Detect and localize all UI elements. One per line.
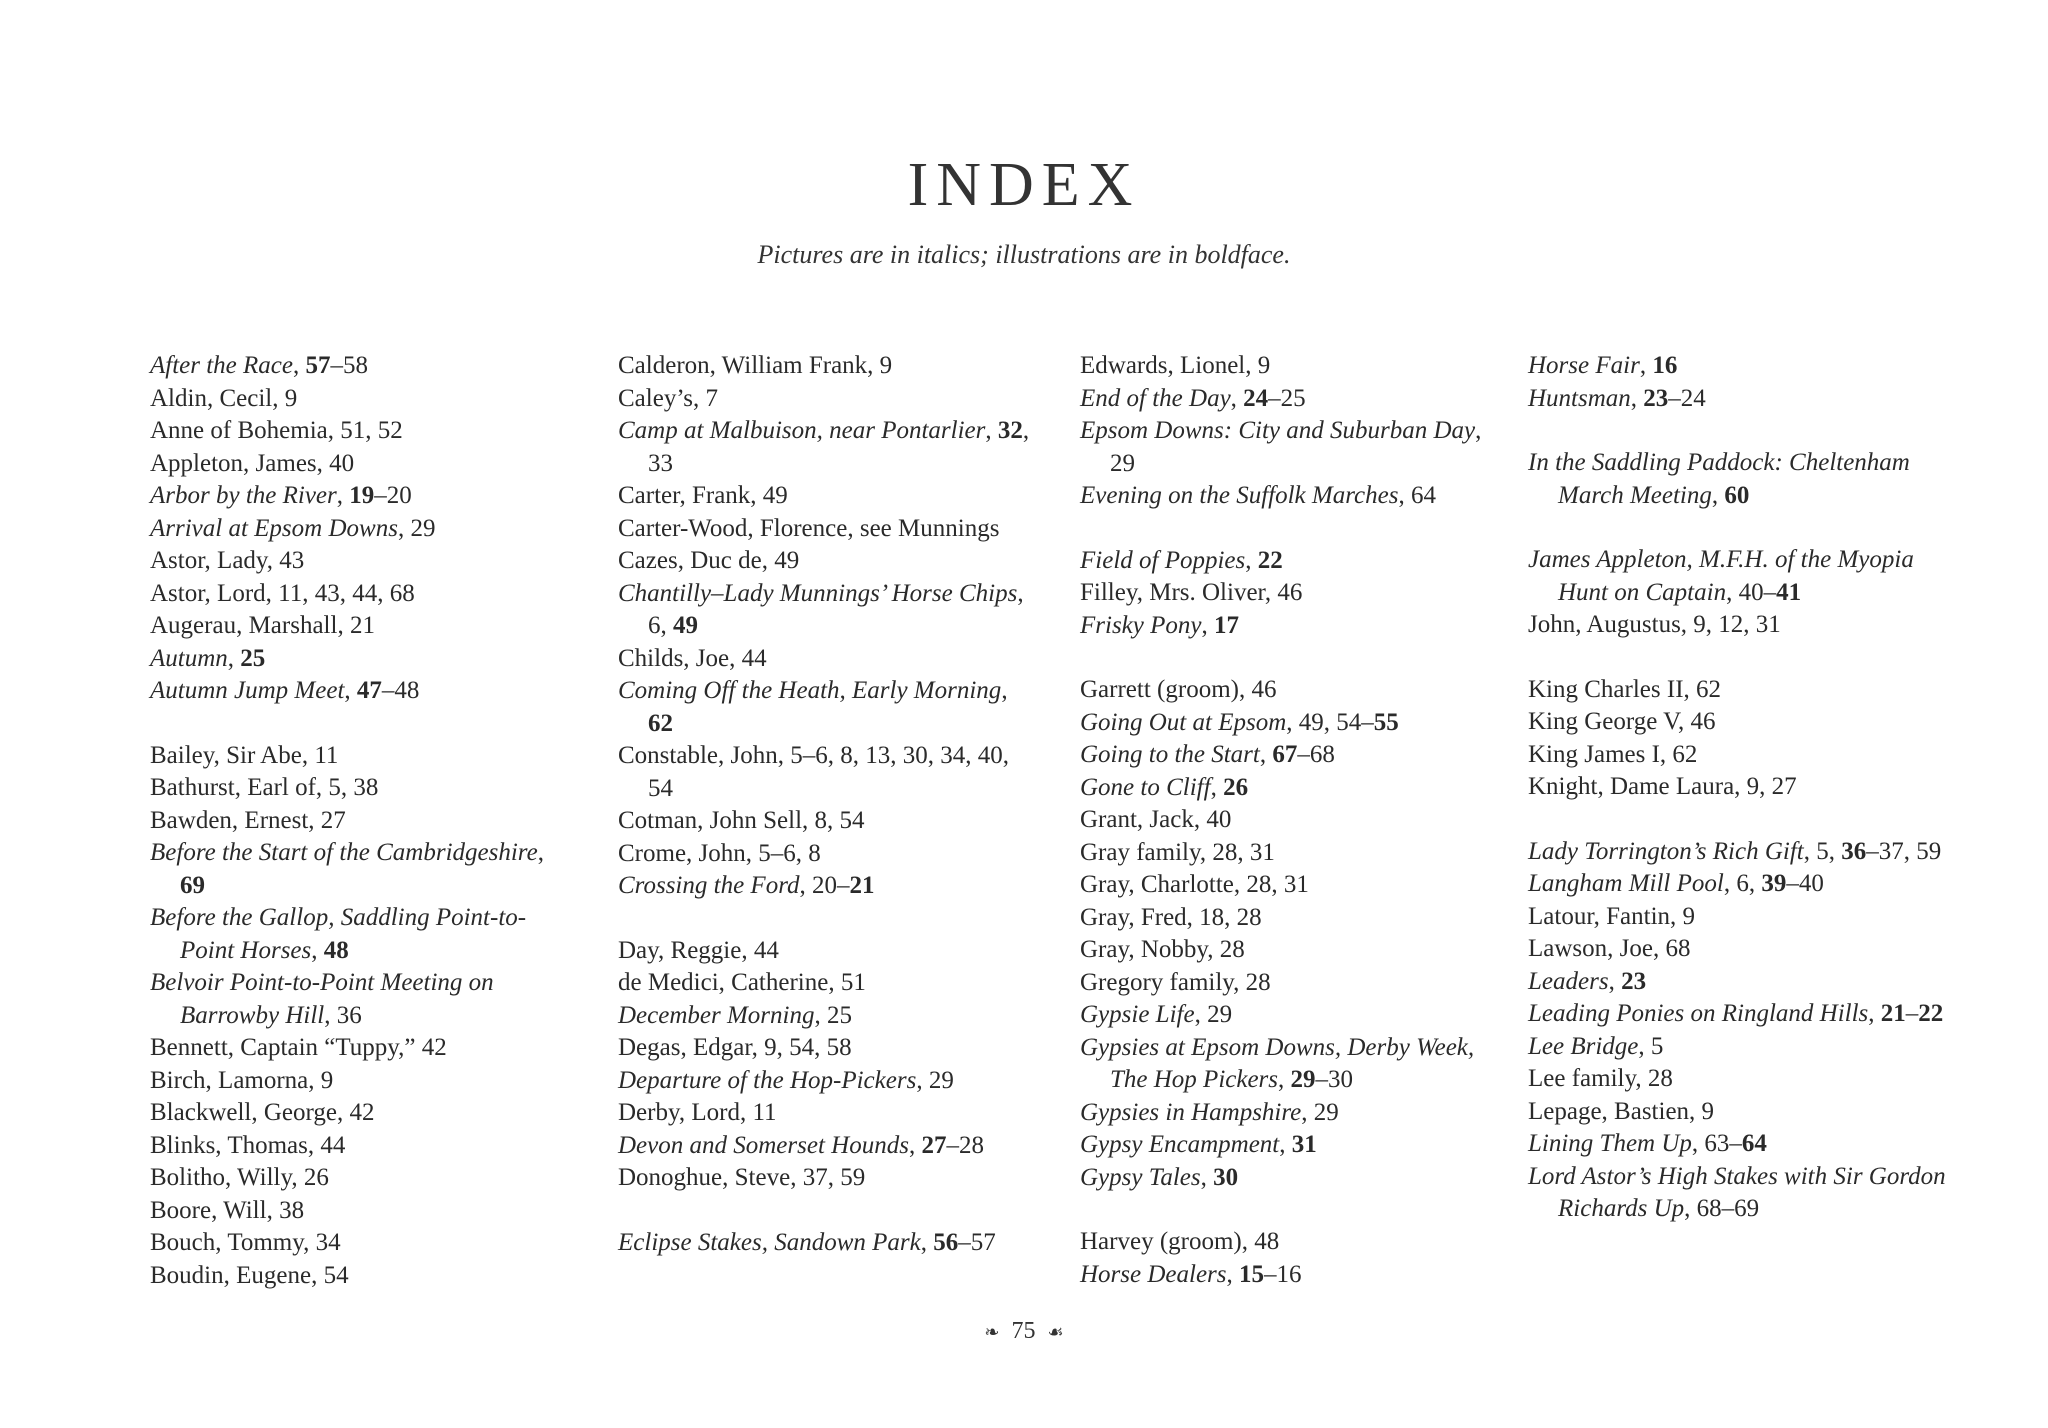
picture-title: Horse Fair bbox=[1528, 352, 1640, 379]
entry-text: Gray family, 28, 31 bbox=[1080, 838, 1275, 866]
index-entry bbox=[1528, 1128, 1948, 1161]
illustration-page: 41 bbox=[1776, 578, 1802, 606]
entry-text: , bbox=[920, 1228, 934, 1256]
entry-text: , 40– bbox=[1726, 578, 1777, 606]
entry-text: , bbox=[1279, 1131, 1292, 1158]
entry-text: , bbox=[1210, 773, 1224, 801]
illustration-page: 57 bbox=[305, 352, 331, 379]
picture-title: James Appleton, M.F.H. of the Myopia Hunt on Captain bbox=[1528, 546, 1914, 606]
illustration-page: 16 bbox=[1652, 352, 1678, 379]
index-entry bbox=[150, 1097, 570, 1130]
entry-text: Knight, Dame Laura, 9, 27 bbox=[1528, 773, 1797, 800]
entry-text: , 29 bbox=[916, 1066, 954, 1094]
entry-text: Caley’s, 7 bbox=[618, 384, 718, 412]
entry-text: –25 bbox=[1268, 384, 1306, 412]
index-entry bbox=[1528, 1096, 1948, 1129]
index-entry bbox=[1528, 350, 1948, 383]
entry-text: Boudin, Eugene, 54 bbox=[150, 1261, 349, 1289]
picture-title: Evening on the Suffolk Marches bbox=[1080, 482, 1399, 509]
entry-text: – bbox=[1905, 1000, 1919, 1027]
index-entry bbox=[1080, 577, 1500, 610]
index-entry bbox=[618, 838, 1038, 871]
entry-text: –68 bbox=[1297, 741, 1335, 768]
entry-text: Edwards, Lionel, 9 bbox=[1080, 352, 1271, 379]
picture-title: End of the Day bbox=[1080, 384, 1231, 412]
index-entry bbox=[1528, 383, 1948, 416]
index-entry bbox=[150, 902, 570, 967]
entry-text: –57 bbox=[958, 1228, 996, 1256]
entry-text: Bailey, Sir Abe, 11 bbox=[150, 741, 339, 769]
index-entry bbox=[1080, 1259, 1500, 1292]
picture-title: Lee Bridge bbox=[1528, 1032, 1639, 1060]
index-entry bbox=[150, 578, 570, 611]
entry-text: , bbox=[1245, 546, 1258, 574]
entry-text: , 29 bbox=[1110, 417, 1482, 477]
index-entry bbox=[618, 740, 1038, 805]
entry-text: Calderon, William Frank, 9 bbox=[618, 352, 893, 379]
entry-text: , 33 bbox=[648, 417, 1030, 477]
entry-text: Cotman, John Sell, 8, 54 bbox=[618, 807, 865, 834]
entry-text: Harvey (groom), 48 bbox=[1080, 1228, 1280, 1255]
picture-title: Gone to Cliff bbox=[1080, 773, 1211, 801]
illustration-page: 29 bbox=[1290, 1066, 1316, 1093]
index-entry bbox=[1080, 1032, 1500, 1097]
index-entry bbox=[618, 805, 1038, 838]
entry-text: –37, 59 bbox=[1866, 837, 1942, 865]
illustration-page: 48 bbox=[323, 936, 349, 964]
entry-text: , bbox=[1639, 352, 1653, 379]
entry-text: , 29 bbox=[1301, 1098, 1339, 1126]
entry-text: de Medici, Catherine, 51 bbox=[618, 969, 866, 996]
entry-text: Lee family, 28 bbox=[1528, 1065, 1673, 1092]
entry-text: King James I, 62 bbox=[1528, 740, 1698, 768]
illustration-page: 36 bbox=[1841, 837, 1867, 865]
entry-text: Crome, John, 5–6, 8 bbox=[618, 839, 821, 867]
entry-text: Bennett, Captain “Tuppy,” 42 bbox=[150, 1034, 447, 1061]
entry-text: , bbox=[1001, 677, 1008, 704]
index-entry bbox=[618, 1097, 1038, 1130]
entry-text: , bbox=[1608, 967, 1622, 995]
entry-text: , 6, bbox=[1723, 870, 1762, 897]
index-entry bbox=[150, 1227, 570, 1260]
entry-text: –24 bbox=[1668, 384, 1706, 412]
index-entry bbox=[1080, 739, 1500, 772]
picture-title: Field of Poppies bbox=[1080, 546, 1246, 574]
index-legend: Pictures are in italics; illustrations are in boldface. bbox=[757, 240, 1291, 269]
picture-title: Coming Off the Heath, Early Morning bbox=[618, 677, 1002, 704]
index-entry bbox=[1080, 350, 1500, 383]
entry-text: , bbox=[537, 839, 544, 866]
index-entry bbox=[1528, 966, 1948, 999]
picture-title: Crossing the Ford bbox=[618, 872, 800, 899]
index-entry bbox=[618, 513, 1038, 546]
index-entry bbox=[1080, 1226, 1500, 1259]
index-entry bbox=[150, 772, 570, 805]
entry-text: –40 bbox=[1786, 870, 1824, 897]
index-entry bbox=[1080, 1097, 1500, 1130]
index-entry bbox=[618, 967, 1038, 1000]
entry-text: John, Augustus, 9, 12, 31 bbox=[1528, 611, 1781, 638]
entry-text: , bbox=[1278, 1066, 1291, 1093]
index-entry bbox=[1080, 902, 1500, 935]
entry-text: King Charles II, 62 bbox=[1528, 675, 1722, 703]
index-entry bbox=[618, 1032, 1038, 1065]
entry-text: Degas, Edgar, 9, 54, 58 bbox=[618, 1034, 852, 1061]
picture-title: Gypsie Life bbox=[1080, 1001, 1195, 1028]
picture-title: Leading Ponies on Ringland Hills bbox=[1528, 1000, 1869, 1027]
index-entry bbox=[1080, 967, 1500, 1000]
illustration-page: 67 bbox=[1272, 741, 1298, 768]
picture-title: Going Out at Epsom bbox=[1080, 708, 1287, 736]
entry-text: , 64 bbox=[1398, 482, 1436, 509]
index-entry bbox=[150, 1195, 570, 1228]
entry-text: Constable, John, 5–6, 8, 13, 30, 34, 40, 54 bbox=[618, 742, 1009, 802]
index-entry bbox=[618, 935, 1038, 968]
entry-text: , bbox=[985, 417, 998, 444]
index-column-2 bbox=[618, 350, 1038, 1259]
index-entry bbox=[1080, 1129, 1500, 1162]
illustration-page: 31 bbox=[1291, 1131, 1317, 1158]
index-entry bbox=[1528, 1161, 1948, 1226]
index-entry bbox=[618, 545, 1038, 578]
entry-text: Derby, Lord, 11 bbox=[618, 1099, 777, 1126]
index-entry bbox=[618, 1227, 1038, 1260]
entry-text: Birch, Lamorna, 9 bbox=[150, 1066, 334, 1094]
picture-title: Before the Start of the Cambridgeshire bbox=[150, 839, 538, 866]
page-folio bbox=[0, 1318, 2048, 1345]
entry-text: Blinks, Thomas, 44 bbox=[150, 1131, 346, 1159]
index-entry bbox=[1528, 544, 1948, 609]
entry-text: Appleton, James, 40 bbox=[150, 449, 355, 477]
entry-text: Boore, Will, 38 bbox=[150, 1196, 305, 1224]
illustration-page: 47 bbox=[356, 677, 382, 704]
index-entry bbox=[618, 415, 1038, 480]
picture-title: Gypsies in Hampshire bbox=[1080, 1098, 1302, 1126]
index-entry bbox=[1080, 415, 1500, 480]
index-entry bbox=[150, 610, 570, 643]
index-entry bbox=[150, 1130, 570, 1163]
picture-title: December Morning bbox=[618, 1001, 815, 1029]
illustration-page: 23 bbox=[1643, 384, 1669, 412]
picture-title: Devon and Somerset Hounds bbox=[618, 1131, 909, 1159]
picture-title: Camp at Malbuison, near Pontarlier bbox=[618, 417, 986, 444]
index-entry bbox=[150, 545, 570, 578]
entry-text: , bbox=[293, 352, 306, 379]
entry-text: , 25 bbox=[814, 1001, 852, 1029]
picture-title: Lady Torrington’s Rich Gift bbox=[1528, 837, 1804, 865]
index-entry bbox=[618, 1065, 1038, 1098]
entry-text: Bouch, Tommy, 34 bbox=[150, 1229, 341, 1256]
entry-text: Gray, Nobby, 28 bbox=[1080, 936, 1245, 963]
index-entry bbox=[618, 1162, 1038, 1195]
index-entry bbox=[618, 675, 1038, 740]
index-entry bbox=[150, 1162, 570, 1195]
entry-text: King George V, 46 bbox=[1528, 708, 1716, 735]
entry-text: , bbox=[1200, 1163, 1214, 1191]
index-entry bbox=[150, 740, 570, 773]
index-entry bbox=[1528, 447, 1948, 512]
picture-title: Lord Astor’s High Stakes with Sir Gordon Richards Up bbox=[1528, 1162, 1946, 1222]
illustration-page: 27 bbox=[921, 1131, 947, 1159]
entry-text: , 29 bbox=[397, 514, 436, 542]
index-entry bbox=[1528, 1063, 1948, 1096]
index-entry bbox=[1528, 868, 1948, 901]
entry-text: Day, Reggie, 44 bbox=[618, 936, 779, 964]
illustration-page: 22 bbox=[1918, 1000, 1944, 1027]
left-ornament-icon: ❧ bbox=[984, 1322, 1000, 1342]
index-entry bbox=[150, 383, 570, 416]
entry-text: Carter-Wood, Florence, see Munnings bbox=[618, 514, 1000, 542]
entry-text: , bbox=[1711, 481, 1725, 509]
picture-title: Lining Them Up bbox=[1528, 1130, 1692, 1157]
index-entry bbox=[150, 805, 570, 838]
right-ornament-icon: ☙ bbox=[1047, 1322, 1064, 1342]
entry-text: , 5, bbox=[1803, 837, 1842, 865]
entry-text: , 36 bbox=[324, 1001, 362, 1029]
entry-text: Lepage, Bastien, 9 bbox=[1528, 1097, 1715, 1125]
index-entry bbox=[150, 480, 570, 513]
index-entry bbox=[150, 350, 570, 383]
index-entry bbox=[1080, 545, 1500, 578]
illustration-page: 39 bbox=[1761, 870, 1787, 897]
page-number: 75 bbox=[1011, 1318, 1036, 1344]
picture-title: Autumn Jump Meet bbox=[150, 677, 345, 704]
index-entry bbox=[618, 480, 1038, 513]
picture-title: Gypsy Encampment bbox=[1080, 1131, 1280, 1158]
entry-text: Anne of Bohemia, 51, 52 bbox=[150, 417, 403, 444]
picture-title: Autumn bbox=[150, 644, 228, 672]
index-entry bbox=[150, 967, 570, 1032]
illustration-page: 55 bbox=[1373, 708, 1399, 736]
illustration-page: 23 bbox=[1621, 967, 1647, 995]
illustration-page: 25 bbox=[240, 644, 266, 672]
picture-title: Langham Mill Pool bbox=[1528, 870, 1724, 897]
entry-text: Childs, Joe, 44 bbox=[618, 644, 767, 672]
entry-text: –30 bbox=[1315, 1066, 1354, 1093]
index-entry bbox=[150, 837, 570, 902]
index-entry bbox=[1528, 706, 1948, 739]
index-entry bbox=[1080, 707, 1500, 740]
entry-text: Bathurst, Earl of, 5, 38 bbox=[150, 774, 379, 801]
entry-text: Astor, Lady, 43 bbox=[150, 547, 305, 574]
entry-text: , 68–69 bbox=[1684, 1195, 1760, 1222]
illustration-page: 60 bbox=[1724, 481, 1750, 509]
entry-text: , bbox=[344, 677, 357, 704]
entry-text: Aldin, Cecil, 9 bbox=[150, 384, 298, 412]
index-entry bbox=[1080, 999, 1500, 1032]
illustration-page: 64 bbox=[1741, 1130, 1767, 1157]
entry-text: , 29 bbox=[1194, 1001, 1233, 1028]
illustration-page: 26 bbox=[1223, 773, 1249, 801]
index-entry bbox=[150, 1065, 570, 1098]
entry-text: Gregory family, 28 bbox=[1080, 968, 1271, 996]
picture-title: Epsom Downs: City and Suburban Day bbox=[1080, 417, 1476, 444]
entry-text: , 5 bbox=[1638, 1032, 1664, 1060]
entry-text: , bbox=[1630, 384, 1644, 412]
entry-text: , 63– bbox=[1691, 1130, 1742, 1157]
index-entry bbox=[1528, 674, 1948, 707]
illustration-page: 17 bbox=[1213, 611, 1239, 639]
index-entry bbox=[1528, 609, 1948, 642]
entry-text: –16 bbox=[1264, 1260, 1302, 1288]
entry-text: , bbox=[1868, 1000, 1881, 1027]
picture-title: Arbor by the River bbox=[150, 482, 337, 509]
entry-text: Carter, Frank, 49 bbox=[618, 482, 788, 509]
entry-text: , 20– bbox=[799, 872, 850, 899]
index-entry bbox=[1528, 771, 1948, 804]
index-entry bbox=[150, 448, 570, 481]
picture-title: Leaders bbox=[1528, 967, 1609, 995]
entry-text: –28 bbox=[946, 1131, 984, 1159]
entry-text: Grant, Jack, 40 bbox=[1080, 806, 1232, 833]
index-entry bbox=[1080, 934, 1500, 967]
illustration-page: 15 bbox=[1239, 1260, 1265, 1288]
entry-text: Bolitho, Willy, 26 bbox=[150, 1164, 329, 1191]
index-entry bbox=[150, 513, 570, 546]
index-entry bbox=[618, 1000, 1038, 1033]
index-entry bbox=[1080, 837, 1500, 870]
picture-title: Horse Dealers bbox=[1080, 1260, 1227, 1288]
entry-text: , 49, 54– bbox=[1286, 708, 1374, 736]
index-column-1 bbox=[150, 350, 570, 1292]
illustration-page: 24 bbox=[1243, 384, 1269, 412]
picture-title: Arrival at Epsom Downs bbox=[150, 514, 398, 542]
index-entry bbox=[150, 675, 570, 708]
index-entry bbox=[618, 643, 1038, 676]
entry-text: Donoghue, Steve, 37, 59 bbox=[618, 1164, 866, 1191]
entry-text: Lawson, Joe, 68 bbox=[1528, 935, 1691, 962]
index-entry bbox=[1080, 383, 1500, 416]
entry-text: , bbox=[1230, 384, 1244, 412]
index-entry bbox=[1528, 739, 1948, 772]
index-entry bbox=[1080, 804, 1500, 837]
index-entry bbox=[618, 350, 1038, 383]
entry-text: , 6, bbox=[648, 579, 1024, 639]
entry-text: Garrett (groom), 46 bbox=[1080, 676, 1277, 703]
picture-title: Eclipse Stakes, Sandown Park bbox=[618, 1228, 921, 1256]
picture-title: After the Race bbox=[150, 352, 293, 379]
illustration-page: 21 bbox=[1880, 1000, 1906, 1027]
entry-text: Filley, Mrs. Oliver, 46 bbox=[1080, 579, 1303, 606]
picture-title: Belvoir Point-to-Point Meeting on Barrowby Hill bbox=[150, 969, 494, 1029]
index-entry bbox=[618, 383, 1038, 416]
illustration-page: 32 bbox=[997, 417, 1023, 444]
illustration-page: 62 bbox=[648, 709, 673, 737]
index-entry bbox=[1528, 836, 1948, 869]
index-entry bbox=[1528, 933, 1948, 966]
index-entry bbox=[1080, 1162, 1500, 1195]
entry-text: Gray, Fred, 18, 28 bbox=[1080, 903, 1262, 931]
entry-text: –48 bbox=[381, 677, 420, 704]
entry-text: , bbox=[908, 1131, 922, 1159]
index-entry bbox=[150, 1260, 570, 1293]
entry-text: , bbox=[1226, 1260, 1240, 1288]
picture-title: Gypsy Tales bbox=[1080, 1163, 1201, 1191]
index-entry bbox=[618, 1130, 1038, 1163]
index-entry bbox=[150, 415, 570, 448]
illustration-page: 69 bbox=[180, 871, 205, 899]
index-entry bbox=[618, 578, 1038, 643]
entry-text: Bawden, Ernest, 27 bbox=[150, 806, 346, 834]
entry-text: Blackwell, George, 42 bbox=[150, 1099, 375, 1126]
index-column-4 bbox=[1528, 350, 1948, 1226]
index-entry bbox=[1080, 772, 1500, 805]
picture-title: Frisky Pony bbox=[1080, 611, 1202, 639]
index-entry bbox=[1080, 480, 1500, 513]
index-entry bbox=[1080, 674, 1500, 707]
index-entry bbox=[1080, 610, 1500, 643]
index-column-3 bbox=[1080, 350, 1500, 1291]
index-entry bbox=[1528, 998, 1948, 1031]
illustration-page: 22 bbox=[1257, 546, 1283, 574]
entry-text: –20 bbox=[374, 482, 412, 509]
entry-text: , bbox=[1201, 611, 1214, 639]
entry-text: Gray, Charlotte, 28, 31 bbox=[1080, 871, 1309, 898]
index-entry bbox=[150, 643, 570, 676]
picture-title: Departure of the Hop-Pickers bbox=[618, 1066, 917, 1094]
index-entry bbox=[1080, 869, 1500, 902]
illustration-page: 49 bbox=[673, 612, 698, 639]
entry-text: Latour, Fantin, 9 bbox=[1528, 902, 1696, 930]
picture-title: Huntsman bbox=[1528, 384, 1631, 412]
entry-text: , bbox=[1259, 741, 1273, 768]
picture-title: In the Saddling Paddock: Cheltenham March Meeting bbox=[1528, 449, 1910, 509]
entry-text: Augerau, Marshall, 21 bbox=[150, 612, 375, 639]
illustration-page: 30 bbox=[1213, 1163, 1239, 1191]
illustration-page: 56 bbox=[933, 1228, 959, 1256]
entry-text: Cazes, Duc de, 49 bbox=[618, 547, 800, 574]
picture-title: Gypsies at Epsom Downs, Derby Week, The Hop Pickers bbox=[1080, 1033, 1475, 1093]
index-entry bbox=[618, 870, 1038, 903]
entry-text: , bbox=[336, 482, 350, 509]
entry-text: , bbox=[227, 644, 241, 672]
index-entry bbox=[1528, 901, 1948, 934]
illustration-page: 21 bbox=[849, 872, 875, 899]
picture-title: Going to the Start bbox=[1080, 741, 1260, 768]
entry-text: Astor, Lord, 11, 43, 44, 68 bbox=[150, 579, 415, 607]
picture-title: Before the Gallop, Saddling Point-to-Point Horses bbox=[150, 904, 527, 964]
index-entry bbox=[150, 1032, 570, 1065]
illustration-page: 19 bbox=[349, 482, 375, 509]
picture-title: Chantilly–Lady Munnings’ Horse Chips bbox=[618, 579, 1018, 607]
page-title: INDEX bbox=[907, 151, 1141, 219]
index-entry bbox=[1528, 1031, 1948, 1064]
entry-text: , bbox=[311, 936, 324, 964]
entry-text: –58 bbox=[330, 352, 368, 379]
